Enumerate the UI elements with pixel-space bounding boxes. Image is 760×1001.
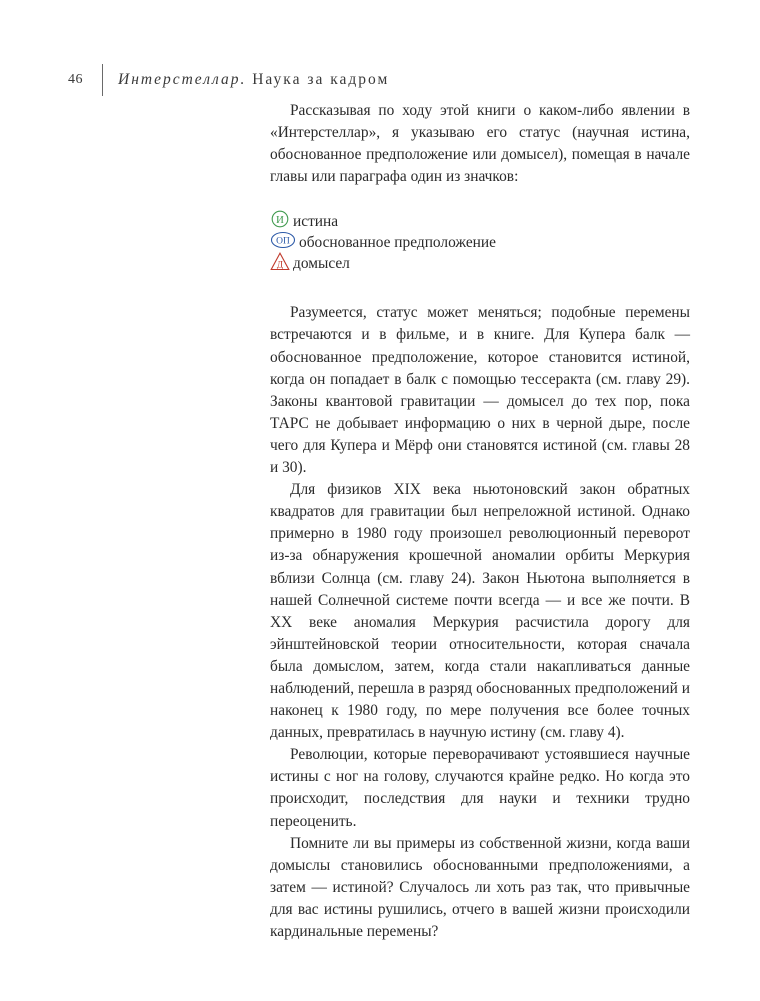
- book-title: [118, 71, 389, 89]
- running-head: [0, 64, 760, 98]
- legend-mark: Д: [276, 259, 284, 270]
- body-paragraph: Для физиков XIX века ньютоновский закон обратных квадратов для гравитации был непреложной истиной. Однако примерно в 1980 году произошел революционный переворот из-за обнаружения крошечной аномалии орбиты Меркурия вблизи Солнца (см. главу 24). Закон Ньютона выполняется в нашей Солнечной системе почти всегда — и все же почти. В XX веке аномалия Меркурия расчистила дорогу для эйнштейновской теории относительности, которая сначала была домыслом, затем, когда стали накапливаться данные наблюдений, перешла в разряд обоснованных предположений и наконец к 1980 году, по мере получения все более точных данных, превратилась в научную истину (см. главу 4).: [270, 481, 690, 742]
- intro-paragraph: Рассказывая по ходу этой книги о каком-либо явлении в «Интерстеллар», я указываю его статус (научная истина, обоснованное предположение или домысел), помещая в начале главы или параграфа один из значков:: [270, 102, 690, 186]
- legend-mark: ОП: [276, 236, 290, 247]
- body-paragraph: Помните ли вы примеры из собственной жизни, когда ваши домыслы становились обоснованными предположениями, а затем — истиной? Случалось ли хоть раз так, что привычные для вас истины рушились, отчего в вашей жизни происходили кардинальные перемены?: [270, 834, 690, 940]
- legend-label: домысел: [293, 255, 350, 273]
- body-paragraph: Революции, которые переворачивают устоявшиеся научные истины с ног на голову, случаются крайне редко. Но когда это происходит, последствия для науки и техники трудно переоценить.: [270, 746, 690, 830]
- book-title-italic: Интерстеллар.: [118, 71, 247, 88]
- legend-mark: И: [276, 214, 284, 227]
- legend-item-speculation: [270, 254, 690, 274]
- page-number: 46: [68, 72, 83, 87]
- legend-label: обоснованное предположение: [299, 234, 496, 252]
- legend-label: истина: [293, 213, 339, 231]
- legend-item-truth: [270, 212, 690, 232]
- main-text: [270, 100, 690, 943]
- running-head-divider: [102, 64, 103, 96]
- body-paragraph: Разумеется, статус может меняться; подобные перемены встречаются и в фильме, и в книге. Для Купера балк — обоснованное предположение, которое становится истиной, когда он попадает в балк с помощью тессеракта (см. главу 29). Законы квантовой гравитации — домысел до тех пор, пока ТАРС не добывает информацию о них в черной дыре, после чего для Купера и Мёрф они становятся истиной (см. главы 28 и 30).: [270, 304, 690, 477]
- book-title-subtitle: Наука за кадром: [246, 71, 390, 88]
- triangle-speculation-icon: [270, 252, 290, 277]
- status-legend: [270, 212, 690, 274]
- legend-item-educated-guess: [270, 233, 690, 253]
